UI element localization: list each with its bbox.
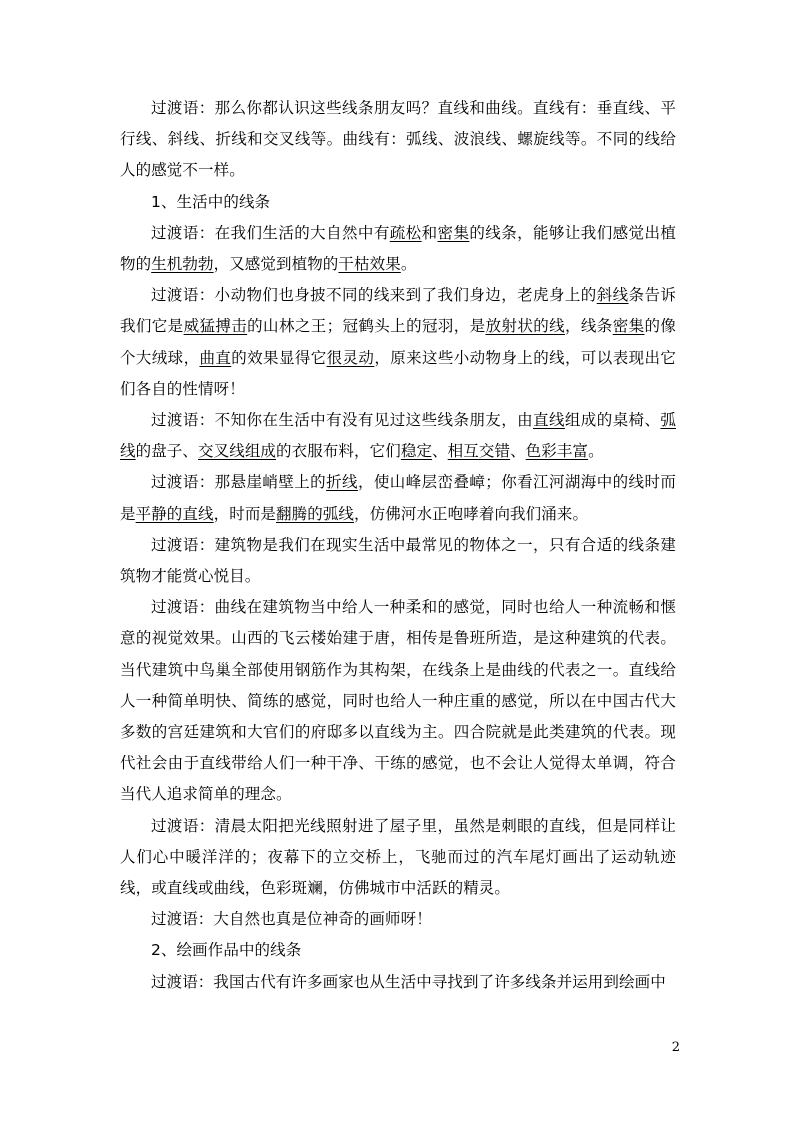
paragraph (120, 967, 676, 998)
underlined-text: 斜线 (596, 286, 629, 305)
text-run: 过渡语：大自然也真是位神奇的画师呀！ (151, 910, 432, 929)
underlined-text: 密集 (437, 223, 470, 242)
text-run: 1、生活中的线条 (151, 192, 271, 211)
paragraph (120, 530, 676, 592)
text-run: 过渡语：那悬崖峭壁上的 (151, 473, 327, 492)
paragraph (120, 811, 676, 905)
paragraph (120, 935, 676, 966)
text-run: 过渡语：不知你在生活中有没有见过这些线条朋友，由 (151, 411, 534, 430)
text-run: 过渡语：曲线在建筑物当中给人一种柔和的感觉，同时也给人一种流畅和惬意的视觉效果。山西的飞云楼始建于唐，相传是鲁班所造，是这种建筑的代表。当代建筑中鸟巢全部使用钢筋作为其构架，在线条上是曲线的代表之一。直线给人一种简单明快、简练的感觉，同时也给人一种庄重的感觉，所以在中国古代大多数的宫廷建筑和大官们的府邸多以直线为主。四合院就是此类建筑的代表。现代社会由于直线带给人们一种干净、干练的感觉，也不会让人觉得太单调，符合当代人追求简单的理念。 (120, 598, 676, 804)
underlined-text: 交叉线组成 (198, 442, 277, 461)
text-run: 过渡语：我国古代有许多画家也从生活中寻找到了许多线条并运用到绘画中 (151, 972, 666, 991)
underlined-text: 放射状的线 (485, 317, 566, 336)
page-number: 2 (671, 1040, 680, 1055)
text-run: 。 (400, 255, 417, 274)
paragraph (120, 218, 676, 280)
underlined-text: 疏松 (389, 223, 422, 242)
text-run: ，仿佛河水正咆哮着向我们涌来。 (354, 504, 589, 523)
underlined-text: 色彩丰富 (525, 442, 589, 461)
paragraph (120, 93, 676, 187)
text-run: 的像个大绒球， (120, 317, 676, 367)
document-body (120, 93, 676, 998)
paragraph (120, 904, 676, 935)
text-run: ，又感觉到植物的 (213, 255, 339, 274)
underlined-text: 折线 (326, 473, 358, 492)
paragraph (120, 467, 676, 529)
text-run: 条告诉我们它是 (120, 286, 676, 336)
underlined-text: 相互交错 (447, 442, 511, 461)
text-run: 的线条，能够让我们感觉出植物的 (120, 223, 676, 274)
underlined-text: 威猛搏击 (183, 317, 248, 336)
text-run: 过渡语：在我们生活的大自然中有 (151, 223, 390, 242)
underlined-text: 弧线 (120, 411, 676, 461)
underlined-text: 翻腾的弧线 (276, 504, 355, 523)
text-run: 的衣服布料，它们 (276, 442, 401, 461)
text-run: 过渡语：那么你都认识这些线条朋友吗？直线和曲线。直线有：垂直线、平行线、斜线、折线和交叉线等。曲线有：弧线、波浪线、螺旋线等。不同的线给人的感觉不一样。 (120, 99, 676, 180)
paragraph (120, 187, 676, 218)
text-run: ，使山峰层峦叠嶂；你看江河湖海中的线时而是 (120, 473, 676, 523)
text-run: 过渡语：清晨太阳把光线照射进了屋子里，虽然是刺眼的直线，但是同样让人们心中暖洋洋的；夜幕下的立交桥上，飞驰而过的汽车尾灯画出了运动轨迹线，或直线或曲线，色彩斑斓，仿佛城市中活跃的精灵。 (120, 816, 676, 898)
text-run: 、 (432, 442, 448, 461)
paragraph (120, 405, 676, 467)
paragraph (120, 280, 676, 405)
text-run: ，线条 (565, 317, 613, 336)
text-run: 2、绘画作品中的线条 (151, 941, 302, 960)
underlined-text: 干枯效果 (338, 255, 401, 274)
text-run: 的山林之王；冠鹤头上的冠羽，是 (247, 317, 486, 336)
underlined-text: 曲直 (199, 348, 232, 367)
text-run: 的盘子、 (135, 442, 199, 461)
text-run: 过渡语：建筑物是我们在现实生活中最常见的物体之一，只有合适的线条建筑物才能赏心悦目。 (120, 535, 676, 586)
text-run: ，原来这些小动物身上的线，可以表现出它们各自的性情呀！ (120, 348, 676, 398)
underlined-text: 密集 (612, 317, 645, 336)
text-run: 过渡语：小动物们也身披不同的线来到了我们身边，老虎身上的 (151, 286, 597, 305)
underlined-text: 生机勃勃 (151, 255, 214, 274)
text-run: 和 (421, 223, 438, 242)
underlined-text: 稳定 (400, 442, 433, 461)
underlined-text: 很灵动 (326, 348, 375, 367)
text-run: 。 (588, 442, 604, 461)
text-run: 组成的桌椅、 (564, 411, 661, 430)
paragraph (120, 592, 676, 810)
underlined-text: 直线 (533, 411, 565, 430)
underlined-text: 平静的直线 (135, 504, 214, 523)
text-run: 的效果显得它 (231, 348, 327, 367)
text-run: 、 (510, 442, 526, 461)
text-run: ，时而是 (213, 504, 277, 523)
